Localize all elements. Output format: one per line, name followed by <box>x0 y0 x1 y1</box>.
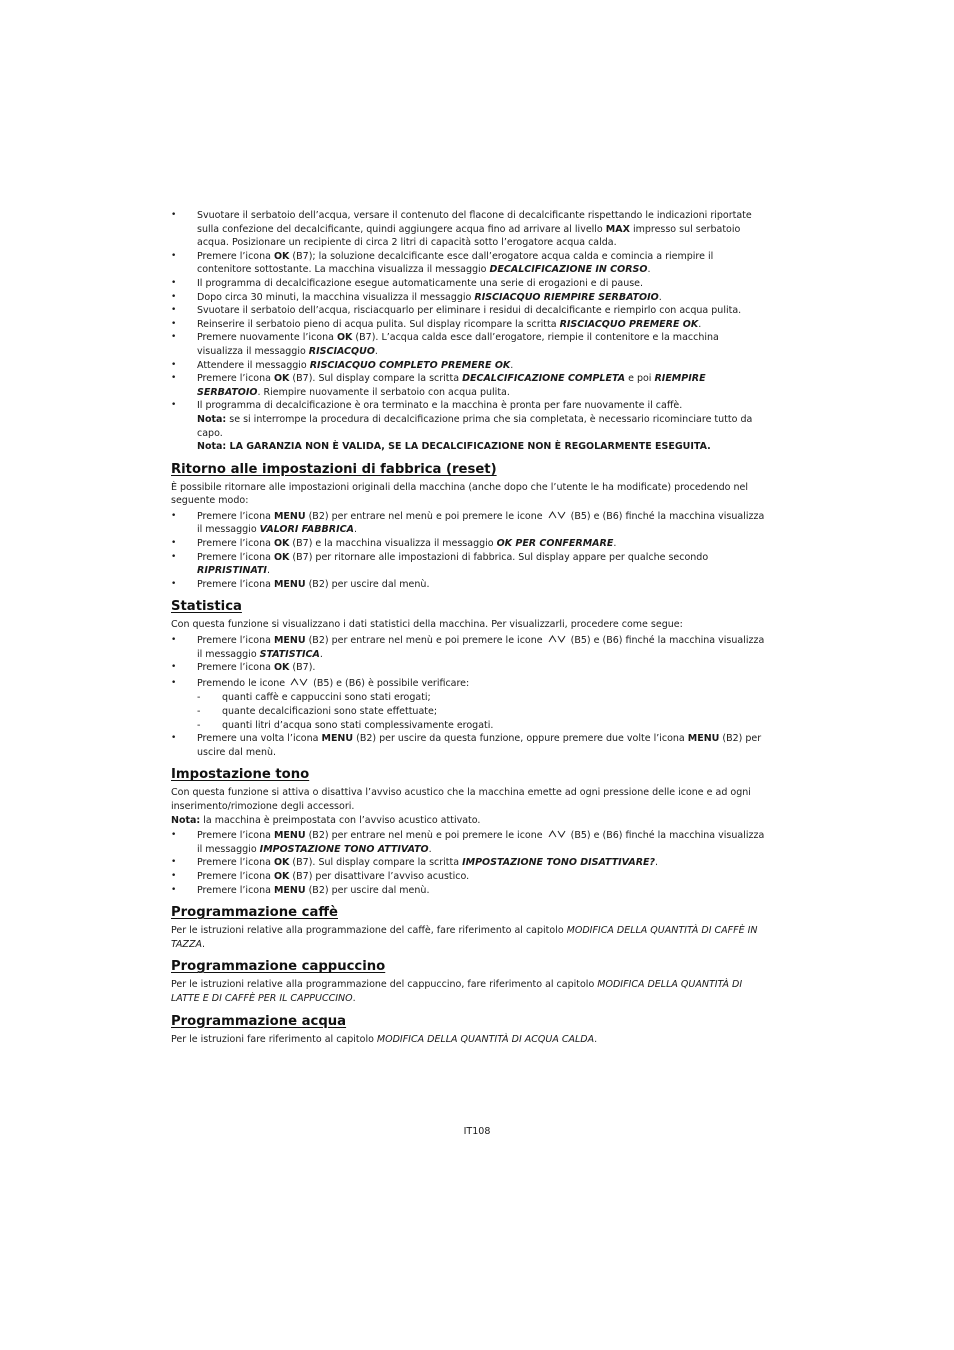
decalcification-steps <box>171 209 767 454</box>
list-item: • Svuotare il serbatoio dell’acqua, risciacquarlo per eliminare i residui di decalcificante e riempirlo con acqua pulita. <box>171 304 767 318</box>
list-item: - quanti litri d’acqua sono stati complessivamente erogati. <box>197 719 767 733</box>
list-item: • Premere l’icona OK (B7). Sul display compare la scritta IMPOSTAZIONE TONO DISATTIVARE?. <box>171 856 767 870</box>
manual-page-content <box>171 209 767 1046</box>
section-title-caffe: Programmazione caffè <box>171 905 338 921</box>
section-title-cappuccino: Programmazione cappuccino <box>171 959 386 975</box>
list-item: • Reinserire il serbatoio pieno di acqua pulita. Sul display ricompare la scritta RISCIACQUO PREMERE OK. <box>171 318 767 332</box>
list-item: • Premere l’icona OK (B7) per disattivare l’avviso acustico. <box>171 870 767 884</box>
arrow-up-down-icon <box>548 829 566 839</box>
acqua-text: Per le istruzioni fare riferimento al capitolo MODIFICA DELLA QUANTITÀ DI ACQUA CALDA. <box>171 1033 598 1045</box>
tono-intro: Con questa funzione si attiva o disattiva l’avviso acustico che la macchina emette ad ogni pressione delle icone e ad ogni inserimento/rimozione degli accessori. <box>171 787 751 812</box>
cappuccino-text: Per le istruzioni relative alla programmazione del cappuccino, fare riferimento al capitolo MODIFICA DELLA QUANTITÀ DI LATTE E DI CAFFÈ PER IL CAPPUCCINO. <box>171 979 743 1004</box>
section-title-statistica: Statistica <box>171 599 242 615</box>
list-item: • Il programma di decalcificazione esegue automaticamente una serie di erogazioni e di pause. <box>171 277 767 291</box>
list-item: • Premere l’icona OK (B7). <box>171 661 767 675</box>
list-item: • Premere l’icona MENU (B2) per uscire dal menù. <box>171 578 767 592</box>
section-title-acqua: Programmazione acqua <box>171 1013 347 1029</box>
list-item: - quante decalcificazioni sono state effettuate; <box>197 705 767 719</box>
arrow-up-down-icon <box>290 677 308 687</box>
warranty-note: Nota: LA GARANZIA NON È VALIDA, SE LA DECALCIFICAZIONE NON È REGOLARMENTE ESEGUITA. <box>197 441 711 453</box>
list-item: • Premere l’icona MENU (B2) per uscire dal menù. <box>171 884 767 898</box>
list-item: • Premere l’icona OK (B7); la soluzione decalcificante esce dall’erogatore acqua calda e comincia a riempire il contenitore sottostante. La macchina visualizza il messaggio DECALCIFICAZIONE IN CORSO. <box>171 250 767 277</box>
list-item: • Dopo circa 30 minuti, la macchina visualizza il messaggio RISCIACQUO RIEMPIRE SERBATOIO. <box>171 291 767 305</box>
list-item: • Il programma di decalcificazione è ora terminato e la macchina è pronta per fare nuovamente il caffè. Nota: se si interrompe la procedura di decalcificazione prima che sia completata, è necessario ricominciare tutto da capo. Nota: LA GARANZIA NON È VALIDA, SE LA DECALCIFICAZIONE NON È REGOLARMENTE ESEGUITA. <box>171 399 767 453</box>
list-item: • Premere l’icona OK (B7) e la macchina visualizza il messaggio OK PER CONFERMARE. <box>171 537 767 551</box>
list-item: • Svuotare il serbatoio dell’acqua, versare il contenuto del flacone di decalcificante rispettando le indicazioni riportate sulla confezione del decalcificante, quindi aggiungere acqua fino ad arrivare al livello MAX impresso sul serbatoio acqua. Posizionare un recipiente di circa 2 litri di capacità sotto l’erogatore acqua calda. <box>171 209 767 250</box>
tono-note: Nota: la macchina è preimpostata con l’avviso acustico attivato. <box>171 814 481 826</box>
list-item: - quanti caffè e cappuccini sono stati erogati; <box>197 691 767 705</box>
arrow-up-down-icon <box>548 510 566 520</box>
note: Nota: se si interrompe la procedura di decalcificazione prima che sia completata, è necessario ricominciare tutto da capo. <box>197 413 753 439</box>
caffe-text: Per le istruzioni relative alla programmazione del caffè, fare riferimento al capitolo MODIFICA DELLA QUANTITÀ DI CAFFÈ IN TAZZA. <box>171 925 758 950</box>
reset-intro: È possibile ritornare alle impostazioni originali della macchina (anche dopo che l’utente le ha modificate) procedendo nel seguente modo: <box>171 481 748 507</box>
list-item: • Premere nuovamente l’icona OK (B7). L’acqua calda esce dall’erogatore, riempie il contenitore e la macchina visualizza il messaggio RISCIACQUO. <box>171 331 767 358</box>
tono-steps <box>171 829 767 897</box>
list-item: • Premere l’icona MENU (B2) per entrare nel menù e poi premere le icone (B5) e (B6) finché la macchina visualizza il messaggio STATISTICA. <box>171 634 767 661</box>
reset-steps <box>171 510 767 592</box>
statistica-steps <box>171 634 767 759</box>
arrow-up-down-icon <box>548 634 566 644</box>
list-item: • Attendere il messaggio RISCIACQUO COMPLETO PREMERE OK. <box>171 359 767 373</box>
section-title-tono: Impostazione tono <box>171 767 310 783</box>
list-item: • Premendo le icone (B5) e (B6) è possibile verificare: - quanti caffè e cappuccini sono stati erogati; - quante decalcificazioni sono state effettuate; - quanti litri d’acqua sono stati complessivamente erogati. <box>171 677 767 732</box>
list-item: • Premere l’icona MENU (B2) per entrare nel menù e poi premere le icone (B5) e (B6) finché la macchina visualizza il messaggio IMPOSTAZIONE TONO ATTIVATO. <box>171 829 767 856</box>
statistica-intro: Con questa funzione si visualizzano i dati statistici della macchina. Per visualizzarli, procedere come segue: <box>171 619 683 631</box>
statistica-sublist <box>197 691 767 732</box>
page-number: IT108 <box>463 1126 491 1137</box>
list-item: • Premere l’icona OK (B7). Sul display compare la scritta DECALCIFICAZIONE COMPLETA e poi RIEMPIRE SERBATOIO. Riempire nuovamente il serbatoio con acqua pulita. <box>171 372 767 399</box>
list-item: • Premere l’icona MENU (B2) per entrare nel menù e poi premere le icone (B5) e (B6) finché la macchina visualizza il messaggio VALORI FABBRICA. <box>171 510 767 537</box>
list-item: • Premere l’icona OK (B7) per ritornare alle impostazioni di fabbrica. Sul display appare per qualche secondo RIPRISTINATI. <box>171 551 767 578</box>
list-item: • Premere una volta l’icona MENU (B2) per uscire da questa funzione, oppure premere due volte l’icona MENU (B2) per uscire dal menù. <box>171 732 767 759</box>
section-title-reset: Ritorno alle impostazioni di fabbrica (reset) <box>171 461 497 477</box>
